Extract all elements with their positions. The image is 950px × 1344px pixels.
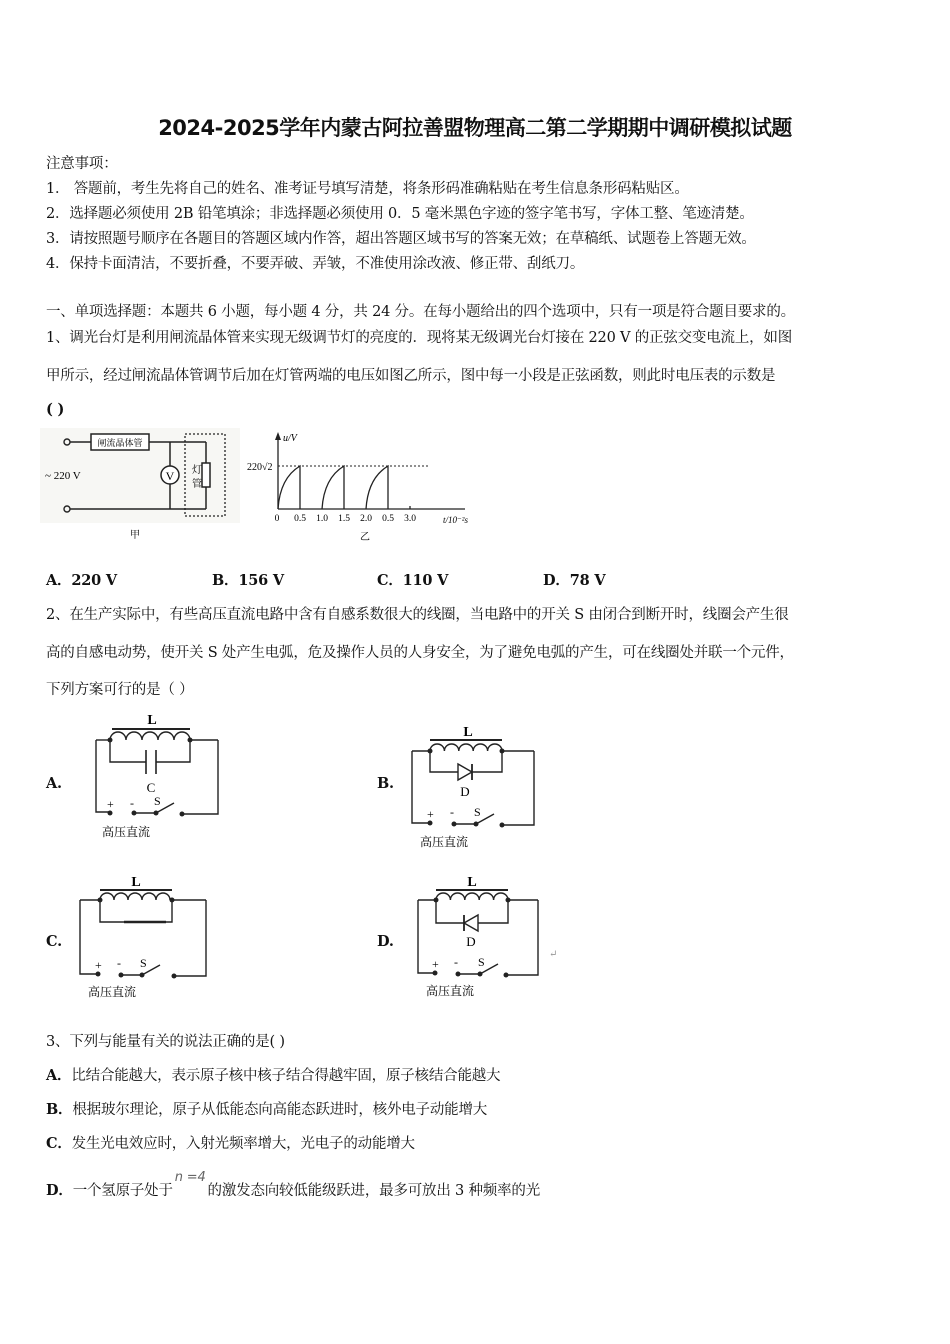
- svg-text:S: S: [154, 794, 161, 808]
- svg-text:L: L: [467, 875, 477, 890]
- section-heading: 一、单项选择题：本题共 6 小题，每小题 4 分，共 24 分。在每小题给出的四个选项中，只有一项是符合题目要求的。: [46, 304, 795, 320]
- svg-text:D: D: [466, 934, 476, 949]
- inductor-coil-icon: [110, 732, 190, 740]
- thyristor-label: 闸流晶体管: [97, 439, 143, 449]
- q1-option-c[interactable]: C．110 V: [377, 572, 449, 589]
- svg-text:-: -: [454, 955, 458, 969]
- q3-stem: 3、下列与能量有关的说法正确的是( ): [46, 1034, 285, 1050]
- svg-text:1.5: 1.5: [338, 514, 350, 524]
- y-axis-label: u/V: [283, 433, 297, 444]
- q2-circuit-a[interactable]: [90, 708, 230, 848]
- svg-text:-: -: [117, 956, 121, 970]
- notice-item-4: 4．保持卡面清洁，不要折叠，不要弄破、弄皱，不准使用涂改液、修正带、刮纸刀。: [46, 256, 585, 272]
- svg-text:3.0: 3.0: [404, 514, 416, 524]
- q2-circuit-d[interactable]: [410, 868, 550, 1003]
- svg-text:C: C: [146, 780, 156, 795]
- svg-text:+: +: [95, 958, 102, 972]
- q2-option-b-letter[interactable]: B.: [377, 775, 394, 792]
- lamp-resistor-icon: [202, 463, 210, 487]
- formula-n-equals-4: n =4: [174, 1170, 206, 1185]
- q1-option-b[interactable]: B．156 V: [212, 572, 284, 589]
- svg-text:高压直流: 高压直流: [420, 835, 469, 849]
- q2-stem-line2: 高的自感电动势，使开关 S 处产生电弧，危及操作人员的人身安全，为了避免电弧的产生，可在线圈处并联一个元件，: [46, 645, 794, 661]
- svg-text:L: L: [463, 725, 473, 740]
- x-axis-label: t/10⁻²s: [443, 515, 468, 525]
- svg-text:1.0: 1.0: [316, 514, 328, 524]
- q1-stem-line1: 1、调光台灯是利用闸流晶体管来实现无级调节灯的亮度的．现将某无级调光台灯接在 220 V 的正弦交变电流上，如图: [46, 330, 792, 346]
- q3-option-a[interactable]: A．比结合能越大，表示原子核中核子结合得越牢固，原子核结合能越大: [46, 1067, 501, 1084]
- svg-text:V: V: [165, 469, 175, 483]
- svg-text:高压直流: 高压直流: [102, 825, 151, 839]
- source-label: ~ 220 V: [45, 470, 81, 482]
- q1-option-d[interactable]: D．78 V: [543, 572, 606, 589]
- svg-text:+: +: [427, 807, 434, 821]
- q2-stem-line1: 2、在生产实际中，有些高压直流电路中含有自感系数很大的线圈，当电路中的开关 S 由闭合到断开时，线圈会产生很: [46, 607, 789, 623]
- short-wire-icon: [100, 900, 172, 922]
- svg-text:2.0: 2.0: [360, 514, 372, 524]
- q3-option-b[interactable]: B．根据玻尔理论，原子从低能态向高能态跃进时，核外电子动能增大: [46, 1101, 488, 1118]
- q1-stem-line2: 甲所示，经过闸流晶体管调节后加在灯管两端的电压如图乙所示，图中每一小段是正弦函数，则此时电压表的示数是: [46, 368, 776, 384]
- q1-figure-yi: [240, 428, 485, 543]
- svg-text:-: -: [450, 805, 454, 819]
- svg-text:D: D: [460, 784, 470, 799]
- svg-text:0.5: 0.5: [382, 514, 394, 524]
- diode-icon: [458, 764, 472, 780]
- figure-caption-yi: 乙: [360, 532, 370, 543]
- notice-item-3: 3．请按照题号顺序在各题目的答题区域内作答，超出答题区域书写的答案无效；在草稿纸、试题卷上答题无效。: [46, 231, 756, 247]
- q3-option-c[interactable]: C．发生光电效应时，入射光频率增大，光电子的动能增大: [46, 1135, 415, 1152]
- svg-text:S: S: [478, 955, 485, 969]
- svg-text:-: -: [130, 796, 134, 810]
- figure-caption-jia: 甲: [130, 530, 140, 541]
- svg-text:高压直流: 高压直流: [88, 985, 137, 999]
- svg-text:+: +: [107, 797, 114, 811]
- q1-answer-blank: ( ): [46, 401, 65, 418]
- svg-text:0.5: 0.5: [294, 514, 306, 524]
- svg-text:管: 管: [192, 479, 202, 490]
- svg-text:S: S: [140, 956, 147, 970]
- q2-option-d-letter[interactable]: D.: [377, 933, 394, 950]
- q2-stem-line3: 下列方案可行的是（ ）: [46, 682, 194, 698]
- svg-text:0: 0: [274, 514, 280, 524]
- q1-option-a[interactable]: A．220 V: [46, 572, 117, 589]
- page-title: 2024-2025学年内蒙古阿拉善盟物理高二第二学期期中调研模拟试题: [158, 116, 792, 140]
- svg-text:+: +: [432, 957, 439, 971]
- svg-text:灯: 灯: [192, 465, 202, 476]
- q3-option-d[interactable]: D．一个氢原子处于n =4的激发态向较低能级跃进，最多可放出 3 种频率的光: [46, 1170, 540, 1199]
- q1-figure-jia: [40, 428, 240, 543]
- q2-circuit-b[interactable]: [404, 718, 544, 858]
- notice-item-1: 1． 答题前，考生先将自己的姓名、准考证号填写清楚，将条形码准确粘贴在考生信息条形码粘贴区。: [46, 181, 689, 197]
- notice-heading: 注意事项：: [46, 156, 118, 172]
- svg-text:L: L: [131, 875, 141, 890]
- q2-option-c-letter[interactable]: C.: [46, 933, 62, 950]
- peak-label: 220√2: [247, 462, 273, 473]
- svg-text:S: S: [474, 805, 481, 819]
- q2-option-a-letter[interactable]: A.: [46, 775, 62, 792]
- notice-item-2: 2．选择题必须使用 2B 铅笔填涂；非选择题必须使用 0．5 毫米黑色字迹的签字笔书写，字体工整、笔迹清楚。: [46, 206, 754, 222]
- svg-text:L: L: [147, 713, 157, 728]
- svg-text:高压直流: 高压直流: [426, 984, 475, 998]
- q2-circuit-c[interactable]: [76, 868, 216, 1003]
- paragraph-return-mark: ↵: [549, 949, 558, 960]
